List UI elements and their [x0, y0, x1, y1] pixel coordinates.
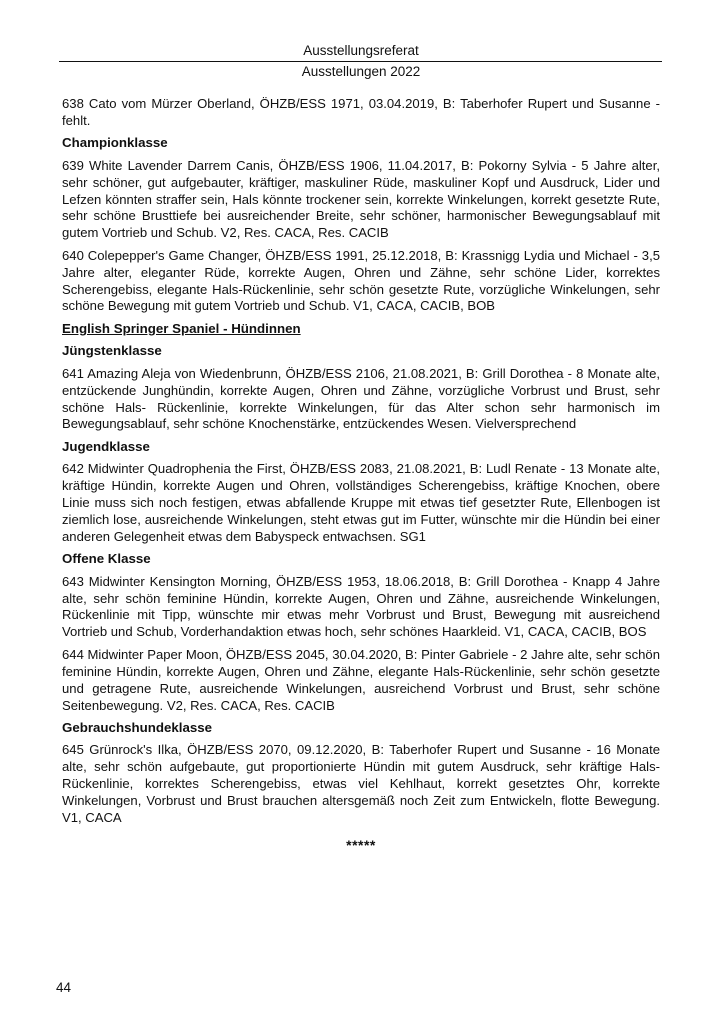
entry-644: 644 Midwinter Paper Moon, ÖHZB/ESS 2045, 30.04.2020, B: Pinter Gabriele - 2 Jahre alte, sehr schön feminine Hündin, korrekte Augen, Ohren und Zähne, elegante Hals-Rückenlinie, sehr schön gesetzte und getragene Rute, ausreichende Winkelungen, ausreichend Vorbrust und Brust, sehr schöne Seitenbewegung. V2, Res. CACA, Res. CACIB	[62, 646, 660, 713]
entry-645: 645 Grünrock's Ilka, ÖHZB/ESS 2070, 09.12.2020, B: Taberhofer Rupert und Susanne - 16 Monate alte, sehr schön aufgebaute, gut proportionierte Hündin mit gutem Ausdruck, sehr kräftige Hals-Rückenlinie, korrektes Scherengebiss, etwas viel Kehlhaut, korrekt gesetztes Ohr, korrekte Winkelungen, Vorbrust und Brust brauchen altersgemäß noch Zeit zum Entwickeln, flotte Bewegung. V1, CACA	[62, 742, 660, 825]
entry-638: 638 Cato vom Mürzer Oberland, ÖHZB/ESS 1971, 03.04.2019, B: Taberhofer Rupert und Susanne - fehlt.	[62, 96, 660, 128]
class-heading-offene-klasse: Offene Klasse	[62, 551, 151, 567]
running-header-title: Ausstellungsreferat	[303, 43, 419, 58]
entry-639: 639 White Lavender Darrem Canis, ÖHZB/ESS 1906, 11.04.2017, B: Pokorny Sylvia - 5 Jahre alter, sehr schöner, gut aufgebauter, kräftiger, maskuliner Rüde, maskuliner Kopf und Ausdruck, Lider und Lefzen könnten straffer sein, Hals könnte trockener sein, korrekte Winkelungen, korrekt gesetzte Rute, sehr schöne Brusttiefe bei ausreichender Breite, sehr schöner, harmonischer Bewegungsablauf mit gutem Vortrieb und Schub. V2, Res. CACA, Res. CACIB	[62, 157, 660, 241]
section-separator: *****	[346, 837, 376, 853]
entry-642: 642 Midwinter Quadrophenia the First, ÖHZB/ESS 2083, 21.08.2021, B: Ludl Renate - 13 Monate alte, kräftige Hündin, korrekte Augen und Ohren, vollständiges Scherengebiss, kräftige Knochen, obere Linie muss sich noch festigen, etwas abfallende Kruppe mit etwas tief gesetzter Rute, Ellenbogen ist ziemlich lose, ausreichende Winkelungen, steht etwas gut im Futter, wünschte mir die Hündin bei einer anderen Gelegenheit etwas dem Babyspeck entwachsen. SG1	[62, 461, 660, 544]
entry-641: 641 Amazing Aleja von Wiedenbrunn, ÖHZB/ESS 2106, 21.08.2021, B: Grill Dorothea - 8 Monate alte, entzückende Junghündin, korrekte Augen, Ohren und Zähne, vorzügliche Vorbrust und Brust, sehr schöne Hals- Rückenlinie, korrekte Winkelungen, für das Alter schon sehr harmonisch im Bewegungsablauf, sehr schöne Knochenstärke, entzückendes Wesen. Vielversprechend	[62, 365, 660, 432]
class-heading-gebrauchshundeklasse: Gebrauchshundeklasse	[62, 719, 213, 735]
section-heading-huendinnen: English Springer Spaniel - Hündinnen	[62, 320, 301, 336]
entry-643: 643 Midwinter Kensington Morning, ÖHZB/ESS 1953, 18.06.2018, B: Grill Dorothea - Knapp 4 Jahre alte, sehr schön feminine Hündin, korrekte Augen, Ohren und Zähne, ausreichende Winkelungen, Rückenlinie mit Tipp, wünschte mir etwas mehr Vorbrust und Brust, Bewegung mit ausreichend Vortrieb und Schub, Vorderhandaktion etwas hoch, sehr schönes Haarkleid. V1, CACA, CACIB, BOS	[62, 573, 660, 640]
page-content	[62, 96, 660, 832]
class-heading-jugendklasse: Jugendklasse	[62, 438, 150, 454]
class-heading-championklasse: Championklasse	[62, 135, 168, 151]
class-heading-juengstenklasse: Jüngstenklasse	[62, 343, 162, 359]
running-header-subtitle: Ausstellungen 2022	[301, 64, 421, 79]
header-rule	[59, 61, 662, 62]
entry-640: 640 Colepepper's Game Changer, ÖHZB/ESS 1991, 25.12.2018, B: Krassnigg Lydia und Michael - 3,5 Jahre alter, eleganter Rüde, korrekte Augen, Ohren und Zähne, sehr schöne Lider, korrektes Scherengebiss, elegante Hals-Rückenlinie, sehr schön gesetzte Rute, vorzügliche Winkelungen, sehr schöne Bewegung mit gutem Vortrieb und Schub. V1, CACA, CACIB, BOB	[62, 247, 660, 314]
page-number: 44	[56, 980, 72, 995]
